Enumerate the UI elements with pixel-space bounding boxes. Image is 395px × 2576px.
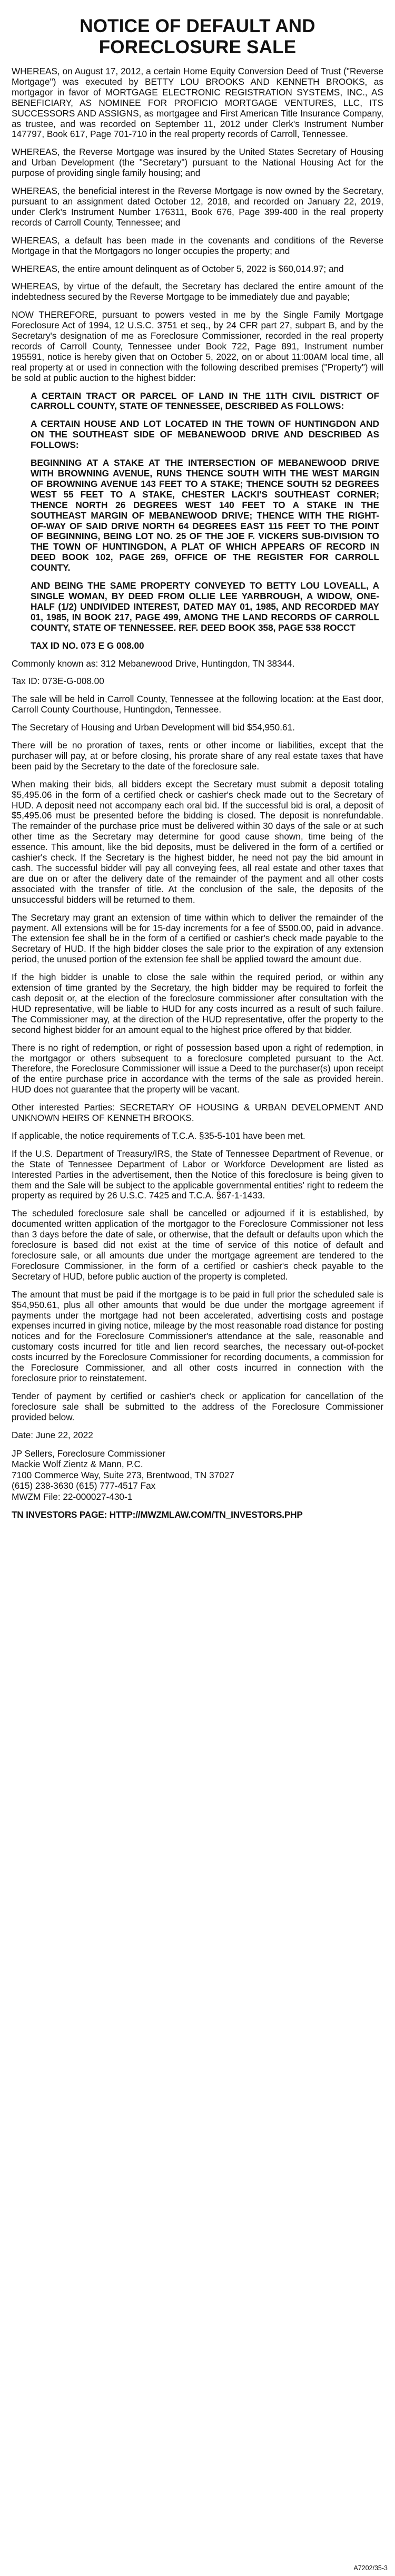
signature-name: JP Sellers, Foreclosure Commissioner (12, 1448, 165, 1459)
reference-code: A7202/35-3 (353, 2564, 388, 2572)
paragraph-whereas-deed-of-trust: WHEREAS, on August 17, 2012, a certain Home Equity Conversion Deed of Trust ("Reverse Mortgage") was executed by BETTY LOU BROOKS AND KENNETH BROOKS, as mortgagor in favor of MORTGAGE ELECTRONIC REGISTRATION SYSTEMS, INC., AS BENEFICIARY, AS NOMINEE FOR PROFICIO MORTGAGE VENTURES, LLC, ITS SUCCESSORS AND ASSIGNS, as mortgagee and First American Title Insurance Company, as trustee, and was recorded on September 11, 2012 under Clerk's Instrument Number 147797, Book 617, Page 701-710 in the real property records of Carroll, Tennessee. (12, 66, 383, 140)
paragraph-whereas-amount-delinquent: WHEREAS, the entire amount delinquent as of October 5, 2022 is $60,014.97; and (12, 263, 344, 274)
paragraph-whereas-acceleration: WHEREAS, by virtue of the default, the Secretary has declared the entire amount of the indebtedness secured by the Reverse Mortgage to be immediately due and payable; (12, 281, 383, 303)
investors-page-line: TN INVESTORS PAGE: HTTP://MWZMLAW.COM/TN_INVESTORS.PHP (12, 1509, 303, 1520)
legal-description-conveyance: AND BEING THE SAME PROPERTY CONVEYED TO BETTY LOU LOVEALL, A SINGLE WOMAN, BY DEED FROM OLLIE LEE YARBROUGH, A WIDOW, ONE-HALF (1/2) UNDIVIDED INTEREST, DATED MAY 01, 1985, AND RECORDED MAY 01, 1985, IN BOOK 217, PAGE 499, AMONG THE LAND RECORDS OF CARROLL COUNTY, STATE OF TENNESSEE. REF. DEED BOOK 358, PAGE 538 ROCCT (31, 580, 379, 633)
paragraph-extension: The Secretary may grant an extension of time within which to deliver the remainder of the payment. All extensions will be for 15-day increments for a fee of $500.00, paid in advance. The extension fee shall be in the form of a certified or cashier's check made payable to the Secretary of HUD. If the high bidder closes the sale prior to the expiration of any extension period, the unused portion of the extension fee shall be applied toward the amount due. (12, 912, 383, 965)
paragraph-whereas-default: WHEREAS, a default has been made in the covenants and conditions of the Reverse Mortgage in that the Mortgagors no longer occupies the property; and (12, 235, 383, 256)
paragraph-whereas-assignment: WHEREAS, the beneficial interest in the Reverse Mortgage is now owned by the Secretary, pursuant to an assignment dated October 12, 2018, and recorded on January 22, 2019, under Clerk's Instrument Number 176311, Book 676, Page 399-400 in the real property records of Carroll County, Tennessee; and (12, 186, 383, 228)
signature-address: 7100 Commerce Way, Suite 273, Brentwood, TN 37027 (12, 1469, 234, 1480)
signature-firm: Mackie Wolf Zientz & Mann, P.C. (12, 1459, 143, 1470)
paragraph-commonly-known-as: Commonly known as: 312 Mebanewood Drive, Huntingdon, TN 38344. (12, 658, 295, 669)
paragraph-now-therefore: NOW THEREFORE, pursuant to powers vested in me by the Single Family Mortgage Foreclosure Act of 1994, 12 U.S.C. 3751 et seq., by 24 CFR part 27, subpart B, and by the Secretary's designation of me as Foreclosure Commissioner, recorded in the real property records of Carroll County, Tennessee under Book 722, Page 891, Instrument number 195591, notice is hereby given that on October 5, 2022, on or about 11:00AM local time, all real property at or used in connection with the following described premises ("Property") will be sold at public auction to the highest bidder: (12, 309, 383, 383)
signature-file-number: MWZM File: 22-000027-430-1 (12, 1491, 133, 1502)
paragraph-tax-id: Tax ID: 073E-G-008.00 (12, 676, 104, 687)
paragraph-sale-location: The sale will be held in Carroll County, Tennessee at the following location: at the East door, Carroll County Courthouse, Huntingdon, Tennessee. (12, 694, 383, 715)
paragraph-sale-cancellation: The scheduled foreclosure sale shall be cancelled or adjourned if it is established, by documented written application of the mortgagor to the Foreclosure Commissioner not less than 3 days before the date of sale, or otherwise, that the default or defaults upon which the foreclosure is based did not exist at the time of service of this notice of default and foreclosure sale, or all amounts due under the mortgage agreement are tendered to the Foreclosure Commissioner, in the form of a certified or cashier's check payable to the Secretary of HUD, before public auction of the property is completed. (12, 1208, 383, 1282)
legal-description-tax-id: TAX ID NO. 073 E G 008.00 (31, 640, 144, 651)
notice-title-line-2: FORECLOSURE SALE (98, 37, 297, 57)
notice-title (12, 16, 383, 58)
paragraph-no-proration: There will be no proration of taxes, rents or other income or liabilities, except that the purchaser will pay, at or before closing, his prorate share of any real estate taxes that have been paid by the Secretary to the date of the foreclosure sale. (12, 740, 383, 772)
signature-phone: (615) 238-3630 (615) 777-4517 Fax (12, 1480, 156, 1491)
paragraph-deposit: When making their bids, all bidders except the Secretary must submit a deposit totaling $5,495.06 in the form of a certified check or cashier's check made out to the Secretary of HUD. A deposit need not accompany each oral bid. If the successful bid is oral, a deposit of $5,495.06 must be presented before the bidding is closed. The deposit is nonrefundable. The remainder of the purchase price must be delivered within 30 days of the sale or at such other time as the Secretary may determine for good cause shown, time being of the essence. This amount, like the bid deposits, must be delivered in the form of a certified or cashier's check. If the Secretary is the highest bidder, he need not pay the bid amount in cash. The successful bidder will pay all conveying fees, all real estate and other taxes that are due on or after the delivery date of the remainder of the payment and all other costs associated with the transfer of title. At the conclusion of the sale, the deposits of the unsuccessful bidders will be returned to them. (12, 778, 383, 905)
paragraph-no-redemption: There is no right of redemption, or right of possession based upon a right of redemption, in the mortgagor or others subsequent to a foreclosure completed pursuant to the Act. Therefore, the Foreclosure Commissioner will issue a Deed to the purchaser(s) upon receipt of the entire purchase price in accordance with the terms of the sale as provided herein. HUD does not guarantee that the property will be vacant. (12, 1042, 383, 1095)
paragraph-unable-to-close: If the high bidder is unable to close the sale within the required period, or within any extension of time granted by the Secretary, the high bidder may be required to forfeit the cash deposit or, at the election of the foreclosure commissioner after consultation with the HUD representative, will be liable to HUD for any costs incurred as a result of such failure. The Commissioner may, at the direction of the HUD representative, offer the property to the second highest bidder for an amount equal to the highest price offered by that bidder. (12, 972, 383, 1035)
paragraph-other-interested-parties: Other interested Parties: SECRETARY OF HOUSING & URBAN DEVELOPMENT AND UNKNOWN HEIRS OF KENNETH BROOKS. (12, 1102, 383, 1124)
legal-description (12, 391, 383, 651)
paragraph-secretary-bid: The Secretary of Housing and Urban Development will bid $54,950.61. (12, 722, 295, 733)
legal-description-tract: A CERTAIN TRACT OR PARCEL OF LAND IN THE 11TH CIVIL DISTRICT OF CARROLL COUNTY, STATE OF TENNESSEE, DESCRIBED AS FOLLOWS: (31, 390, 379, 412)
paragraph-government-redemption: If the U.S. Department of Treasury/IRS, the State of Tennessee Department of Revenue, or the State of Tennessee Department of Labor or Workforce Development are listed as Interested Parties in the advertisement, then the Notice of this foreclosure is being given to them and the Sale will be subject to the applicable governmental entities' right to redeem the property as required by 26 U.S.C. 7425 and T.C.A. §67-1-1433. (12, 1148, 383, 1201)
notice-title-line-1: NOTICE OF DEFAULT AND (80, 16, 315, 36)
legal-description-metes-and-bounds: BEGINNING AT A STAKE AT THE INTERSECTION OF MEBANEWOOD DRIVE WITH BROWNING AVENUE, RUNS THENCE SOUTH WITH THE WEST MARGIN OF BROWNING AVENUE 143 FEET TO A STAKE; THENCE SOUTH 52 DEGREES WEST 55 FEET TO A STAKE, CHESTER LACKI'S SOUTHEAST CORNER; THENCE NORTH 26 DEGREES WEST 140 FEET TO A STAKE IN THE SOUTHEAST MARGIN OF MEBANEWOOD DRIVE; THENCE WITH THE RIGHT-OF-WAY OF SAID DRIVE NORTH 64 DEGREES EAST 115 FEET TO THE POINT OF BEGINNING, BEING LOT NO. 25 OF THE JOE F. VICKERS SUB-DIVISION TO THE TOWN OF HUNTINGDON, A PLAT OF WHICH APPEARS OF RECORD IN DEED BOOK 102, PAGE 269, OFFICE OF THE REGISTER FOR CARROLL COUNTY. (31, 457, 379, 573)
legal-description-house-and-lot: A CERTAIN HOUSE AND LOT LOCATED IN THE TOWN OF HUNTINGDON AND ON THE SOUTHEAST SIDE OF MEBANEWOOD DRIVE AND DESCRIBED AS FOLLOWS: (31, 418, 379, 451)
signature-block (12, 1448, 383, 1502)
paragraph-tender-of-payment: Tender of payment by certified or cashier's check or application for cancellation of the foreclosure sale shall be submitted to the address of the Foreclosure Commissioner provided below. (12, 1390, 383, 1422)
notice-terms (12, 659, 383, 1441)
paragraph-amount-to-pay: The amount that must be paid if the mortgage is to be paid in full prior the scheduled sale is $54,950.61, plus all other amounts that would be due under the mortgage agreement if payments under the mortgage had not been accelerated, advertising costs and postage expenses incurred in giving notice, mileage by the most reasonable road distance for posting notices and for the Foreclosure Commissioner's attendance at the sale, reasonable and customary costs incurred for title and lien record searches, the necessary out-of-pocket costs incurred by the Foreclosure Commissioner for recording documents, a commission for the Foreclosure Commissioner, and all other costs incurred in connection with the foreclosure prior to reinstatement. (12, 1289, 383, 1383)
paragraph-whereas-insured: WHEREAS, the Reverse Mortgage was insured by the United States Secretary of Housing and Urban Development (the "Secretary") pursuant to the National Housing Act for the purpose of providing single family housing; and (12, 147, 383, 179)
notice-body (12, 66, 383, 384)
paragraph-tca-notice-requirements: If applicable, the notice requirements of T.C.A. §35-5-101 have been met. (12, 1130, 305, 1141)
paragraph-date: Date: June 22, 2022 (12, 1429, 93, 1440)
